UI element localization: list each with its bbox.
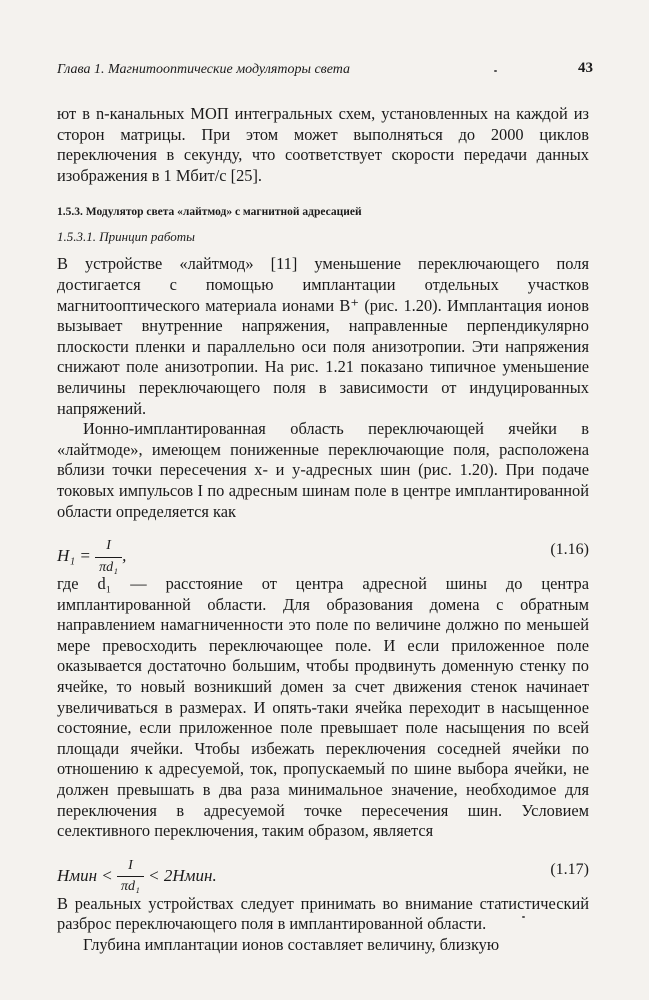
equation-1-17 [57, 846, 589, 895]
eq2-denominator: πd₁ [121, 879, 140, 895]
running-header [57, 62, 593, 78]
scan-speck [522, 916, 525, 918]
scan-speck [494, 70, 497, 72]
paragraph-3: где d₁ — расстояние от центра адресной шины до центра имплантированной области. Для образования домена с обратным направлением намагниченности это поле по величине должно по меньшей мере превосходить переключающее поле. И если приложенное поле оказывается достаточно большим, чтобы продвинуть доменную стенку по ячейке, то новый возникший домен за счет движения стенок начинает увеличиваться в размерах. И опять-таки ячейка переходит в насыщенное состояние, если приложенное поле превышает поле насыщения по всей площади ячейки. Чтобы избежать переключения соседней ячейки по отношению к адресуемой, ток, пропускаемый по шине выбора ячейки, не должен превышать в два раза минимальное значение, необходимое для переключения в адресуемой точке пересечения шин. Условием селективного переключения, таким образом, является [57, 574, 589, 841]
paragraph-1: В устройстве «лайтмод» [11] уменьшение переключающего поля достигается с помощью имплантации отдельных участков магнитооптического материала ионами B⁺ (рис. 1.20). Имплантация ионов вызывает внутренние напряжения, направленные перпендикулярно плоскости пленки и параллельно оси поля анизотропии. Эти напряжения снижают поле анизотропии. На рис. 1.21 показано типичное уменьшение величины переключающего поля в зависимости от индуцированных напряжений. [57, 254, 589, 418]
eq2-lhs: Hмин < [57, 865, 113, 885]
equation-1-16-body [57, 536, 126, 578]
eq2-rhs: < 2Hмин. [148, 865, 217, 885]
body-text [57, 104, 589, 956]
equation-number-1-17: (1.17) [550, 860, 589, 878]
eq1-fraction [95, 536, 122, 578]
subsection-title: 1.5.3.1. Принцип работы [57, 229, 195, 245]
eq1-lhs: H₁ = [57, 546, 91, 566]
eq1-trail: , [122, 546, 127, 566]
eq2-fraction [117, 856, 144, 898]
page-number: 43 [578, 60, 593, 76]
equation-number-1-16: (1.16) [550, 541, 589, 559]
paragraph-intro: ют в n-канальных МОП интегральных схем, установленных на каждой из сторон матрицы. При этом может выполняться до 2000 циклов переключения в секунду, что соответствует скорости передачи данных изображения в 1 Мбит/с [25]. [57, 104, 589, 185]
section-title: 1.5.3. Модулятор света «лайтмод» с магнитной адресацией [57, 206, 362, 219]
paragraph-2: Ионно-имплантированная область переключающей ячейки в «лайтмоде», имеющем пониженные переключающие поля, расположена вблизи точки пересечения x- и y-адресных шин (рис. 1.20). При подаче токовых импульсов I по адресным шинам поле в центре имплантированной области определяется как [57, 419, 589, 521]
eq1-numerator: I [95, 536, 122, 558]
equation-1-16 [57, 526, 589, 575]
paragraph-5: Глубина имплантации ионов составляет величину, близкую [83, 935, 500, 954]
paragraph-4: В реальных устройствах следует принимать во внимание статистический разброс переключающего поля в имплантированной области. [57, 893, 589, 934]
equation-1-17-body [57, 856, 217, 898]
eq1-denominator: πd₁ [99, 559, 119, 575]
running-title: Глава 1. Магнитооптические модуляторы света [57, 62, 351, 77]
eq2-numerator: I [117, 856, 144, 878]
